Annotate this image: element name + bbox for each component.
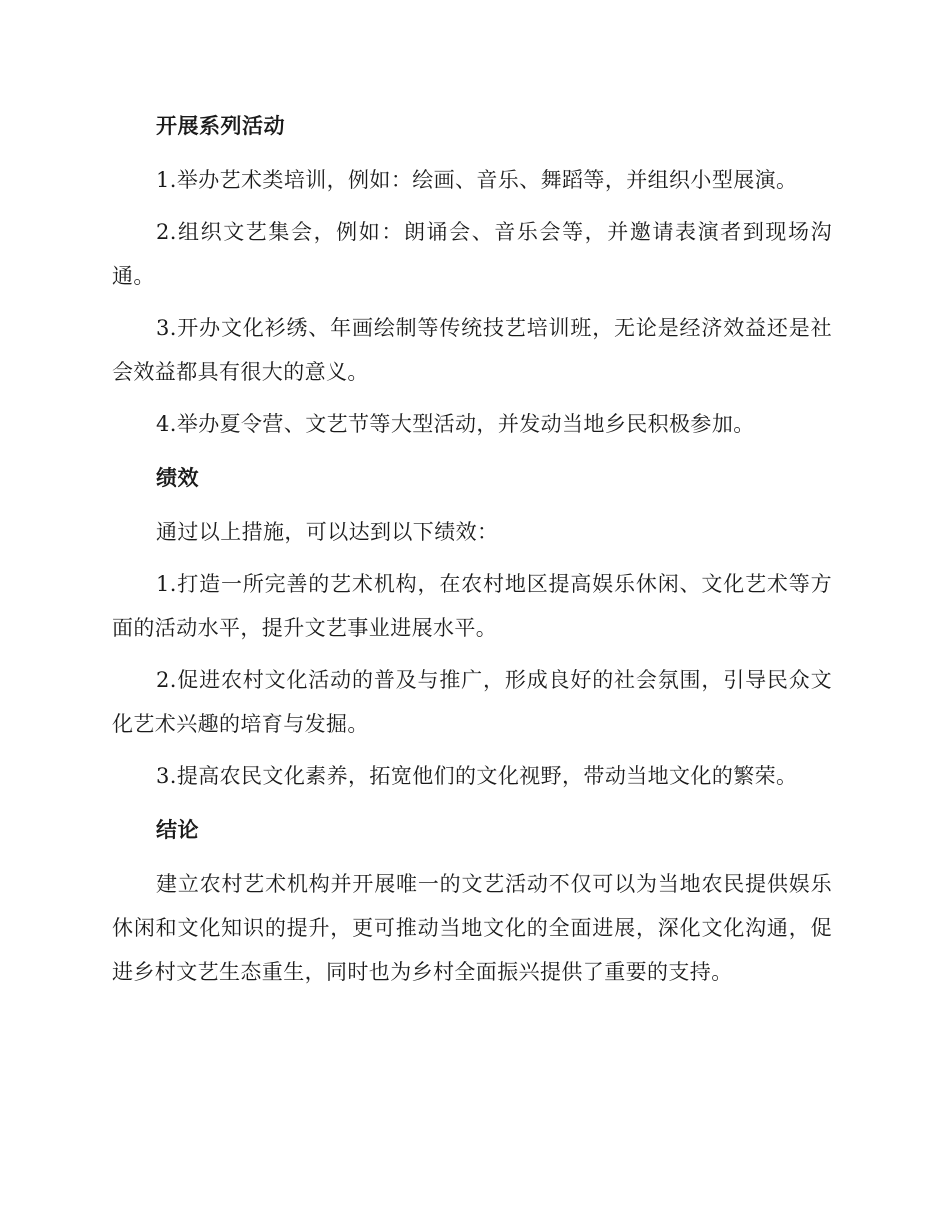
paragraph: 2.促进农村文化活动的普及与推广，形成良好的社会氛围，引导民众文化艺术兴趣的培育与发掘。	[112, 668, 832, 736]
section-heading: 开展系列活动	[156, 113, 285, 138]
section-activities	[112, 108, 832, 446]
section-heading: 绩效	[156, 465, 199, 490]
section-heading: 结论	[156, 817, 199, 842]
paragraph: 通过以上措施，可以达到以下绩效：	[156, 520, 499, 544]
section-performance	[112, 460, 832, 798]
paragraph: 1.举办艺术类培训，例如：绘画、音乐、舞蹈等，并组织小型展演。	[156, 168, 798, 192]
paragraph: 建立农村艺术机构并开展唯一的文艺活动不仅可以为当地农民提供娱乐休闲和文化知识的提升，更可推动当地文化的全面进展，深化文化沟通，促进乡村文艺生态重生，同时也为乡村全面振兴提供了重要的支持。	[112, 872, 832, 984]
document-page	[112, 108, 832, 994]
section-conclusion	[112, 812, 832, 994]
paragraph: 3.提高农民文化素养，拓宽他们的文化视野，带动当地文化的繁荣。	[156, 764, 798, 788]
paragraph: 1.打造一所完善的艺术机构，在农村地区提高娱乐休闲、文化艺术等方面的活动水平，提升文艺事业进展水平。	[112, 572, 832, 640]
paragraph: 3.开办文化衫绣、年画绘制等传统技艺培训班，无论是经济效益还是社会效益都具有很大的意义。	[112, 316, 832, 384]
paragraph: 2.组织文艺集会，例如：朗诵会、音乐会等，并邀请表演者到现场沟通。	[112, 220, 832, 288]
paragraph: 4.举办夏令营、文艺节等大型活动，并发动当地乡民积极参加。	[156, 412, 755, 436]
